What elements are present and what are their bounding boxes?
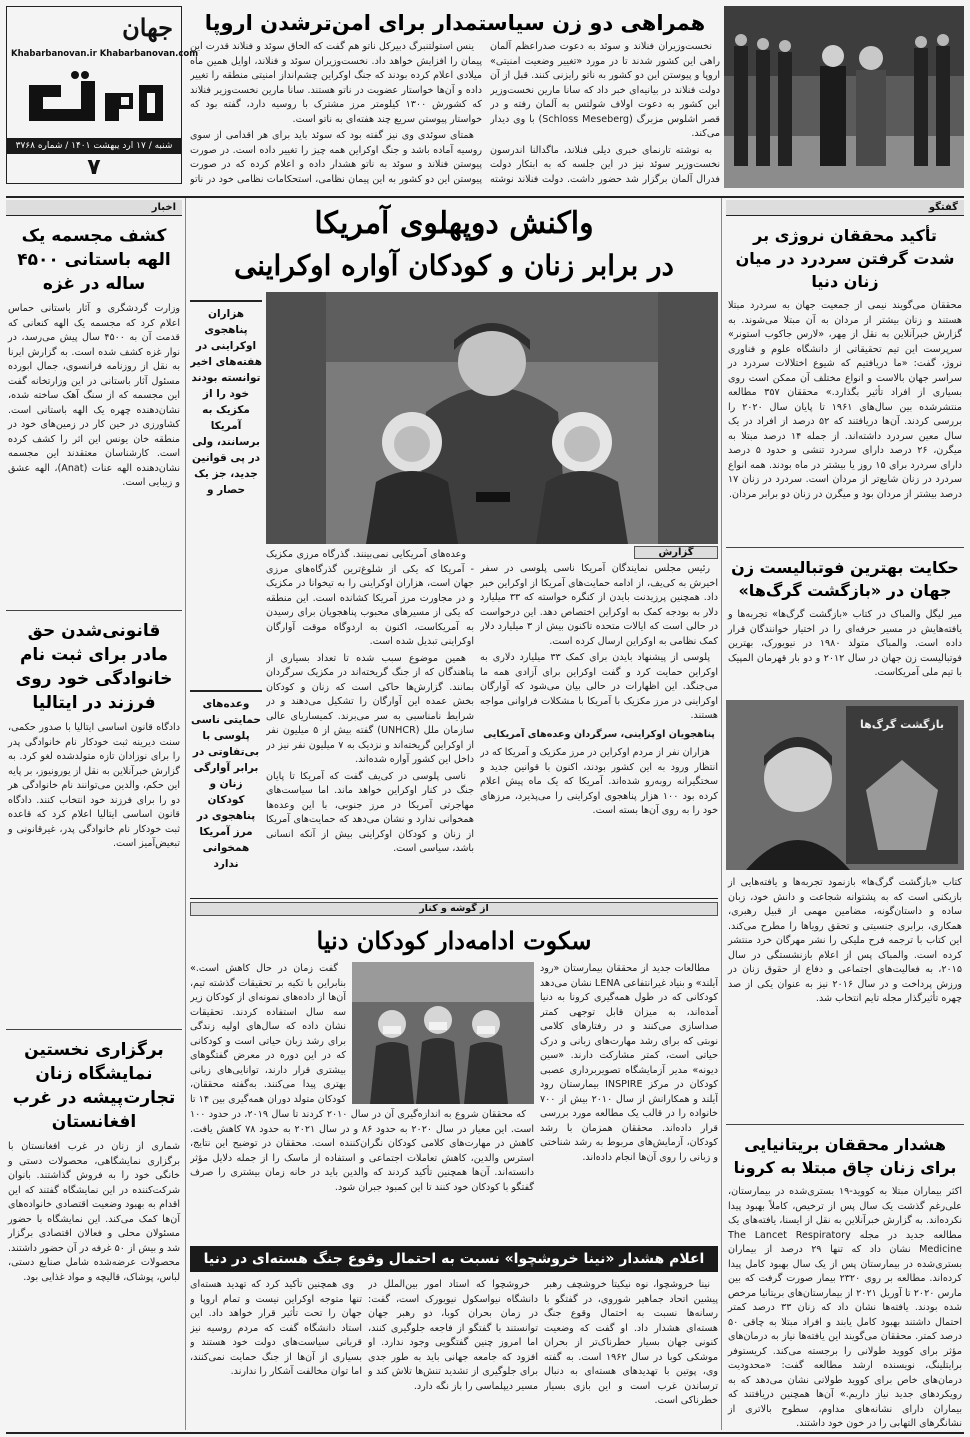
top-story-col-2 <box>190 40 482 188</box>
divider <box>726 1124 964 1125</box>
article-body: محققان می‌گویند نیمی از جمعیت جهان به سردرد مبتلا هستند و زنان بیشتر از مردان به آن مبتلا می‌شوند. به گزارش خبرآنلاین به نقل از مِهر، «لارس جاکوب استونر» سرپرست این تیم تحقیقاتی از دانشگاه علوم و فناوری نروژ، گفت: «ما دریافتیم که شیوع اختلالات سردرد در سراسر جهان بالاست و انواع مختلف آن ممکن است روی بسیاری از افراد تأثیر بگذارد.» محققان ۳۵۷ مطالعه منتشرشده بین سال‌های ۱۹۶۱ تا پایان سال ۲۰۲۰ را بررسی کردند. آن‌ها دریافتند که ۵۲ درصد از افراد در یک سال معین سردرد داشته‌اند. از جمله ۱۴ درصد مبتلا به میگرن، ۲۶ درصد دارای سردرد تنشی و حدود ۵ درصد دارای سردرد برای ۱۵ روز یا بیشتر در ماه بودند. همه انواع سردرد در زنان شایع‌تر از مردان است. سردرد در زنان ۱۷ درصد بیشتر از مردان بود و میگرن در زنان دو برابر مردان. <box>728 300 962 500</box>
right-column <box>726 200 964 1430</box>
section-label <box>726 200 964 216</box>
bottom-col-1 <box>544 1278 718 1430</box>
newspaper-logo <box>21 63 171 133</box>
page-number: ۷ <box>87 155 101 180</box>
middle-headline: سکوت ادامه‌دار کودکان دنیا <box>316 926 592 955</box>
book-title: بازگشت گرگ‌ها <box>860 718 944 731</box>
bottom-headline-bar <box>190 1246 718 1272</box>
bottom-col-2 <box>368 1278 538 1430</box>
article-headline: حکایت بهترین فوتبالیست زن جهان در «بازگشت گرگ‌ها» <box>731 558 959 600</box>
section-tag-text: از گوشه و کنار <box>419 903 489 914</box>
column-divider <box>721 198 722 1430</box>
bottom-headline: اعلام هشدار «نینا خروشچوا» نسبت به احتمال وقوع جنگ هسته‌ای در دنیا <box>203 1251 705 1267</box>
news-column <box>6 200 182 1430</box>
news-headline: برگزاری نخستین نمایشگاه زنان تجارت‌پیشه در غرب افغانستان <box>12 1040 176 1132</box>
lead-subhead: پناهجویان اوکراینی، سرگردان وعده‌های آمریکایی <box>483 728 715 740</box>
top-story-paragraph: ینس استولتنبرگ دبیرکل ناتو هم گفت که الحاق سوئد و فنلاند قدرت این پیمان را افزایش خواهد داد. نخست‌وزیران سوئد و فنلاند، اوایل همین ماه میلادی اعلام کرده بودند که جنگ اوکراین چشم‌انداز امنیتی منطقه را تغییر داده و آن‌ها خواستار عضویت در ناتو هستند. سانا مارین نخست‌وزیر فنلاند که کشورش ۱۳۰۰ کیلومتر مرز مشترک با روسیه دارد، گفته بود که خواستار پیوستن سریع چند هفته‌ای به ناتو است. <box>190 41 482 125</box>
lead-paragraph: همین موضوع سبب شده تا تعداد بسیاری از پناهندگان که از جنگ گریخته‌اند در مکزیک سرگردان بمانند. گزارش‌ها حاکی است که زنان و کودکان بخش عمده این آوارگان را تشکیل می‌دهند و در شرایط نامناسبی به سر می‌برند. کمیساریای عالی سازمان ملل (UNHCR) گفته بیش از ۵ میلیون نفر از اوکراین گریخته‌اند و نزدیک به ۷ میلیون نفر نیز در داخل این کشور آواره شده‌اند. <box>266 652 474 765</box>
logo-mark-icon <box>21 63 171 133</box>
politicians-photo-icon <box>724 6 964 188</box>
article-body: اکثر بیماران مبتلا به کووید-۱۹ بستری‌شده در بیمارستان، علی‌رغم گذشت یک سال پس از ترخیص، کاملاً بهبود پیدا نکرده‌اند. به گزارش خبرآنلاین به نقل از ایسنا، یافته‌های یک مطالعه جدید در مجله The Lancet Respiratory Medicine نشان داد که تنها ۲۹ درصد از بیماران بستری‌شده در بیمارستان پس از یک سال بهبود کامل پیدا کرده‌اند. مطالعه بر روی ۲۳۲۰ بیمار صورت گرفت که بین مارس ۲۰۲۰ تا آوریل ۲۰۲۱ از بیمارستان‌های بریتانیا مرخص شده بودند. یافته‌ها نشان داد که زنان ۳۳ درصد کمتر احتمال داشتند بهبود کامل یابند و افراد مبتلا به چاقی ۵۰ درصد کمتر. محققان می‌گویند این یافته‌ها نیاز به درمان‌های مؤثر برای کووید طولانی را برجسته می‌کند. کریستوفر برایتلینگ، نویسنده ارشد مطالعه گفت: «محدودیت درمان‌های خاص برای کووید طولانی نشان می‌دهد که به رویکردهای جدید نیاز داریم.» آن‌ها همچنین دریافتند که بیماران دارای نشانه‌های مداوم، سطوح بالاتری از نشانگرهای التهابی را در خون خود داشتند. <box>728 1186 962 1429</box>
lead-headline-1: واکنش دوپهلوی آمریکا <box>314 206 594 241</box>
article-headline: هشدار محققان بریتانیایی برای زنان چاق مبتلا به کرونا <box>733 1135 957 1177</box>
section-label-text: گفتگو <box>928 202 958 213</box>
bottom-paragraph: خروشچوا که استاد امور بین‌الملل در دانشگاه نیواسکول نیویورک است، گفت: در زمان بحران کوبا، دو رهبر جهان توانستند با گفتگو از فاجعه جلوگیری کنند، اما امروز چنین گفتگویی وجود ندارد. او افزود که جامعه جهانی باید به طور جدی برای جلوگیری از تشدید تنش‌ها تلاش کند و مسیر دیپلماسی را باز نگه دارد. <box>368 1279 538 1392</box>
top-story-photo <box>724 6 964 188</box>
news-body: وزارت گردشگری و آثار باستانی حماس اعلام کرد که مجسمه یک الهه کنعانی که قدمت آن به ۴۵۰۰ سال پیش می‌رسد، در نوار غزه کشف شده است. به گزارش ایرنا به نقل از روزنامه فرانسوی، جمال ابورده مسئول آثار باستانی در این وزارتخانه گفت این مجسمه که از سنگ آهک ساخته شده، نشان‌دهنده چهره یک الهه باستانی است. کشاورزی در حین کار در زمین‌های خود در منطقه خان یونس این اثر را کشف کرده است. کارشناسان معتقدند این مجسمه نشان‌دهنده الهه عنات (Anat)، الهه عشق و زیبایی است. <box>8 303 180 488</box>
lead-paragraph: هزاران نفر از مردم اوکراین در مرز مکزیک و آمریکا که در انتظار ورود به این کشور بودند، اکنون با قوانین جدید و سختگیرانه روبه‌رو شده‌اند. آمریکا که یک ماه پیش اعلام کرده بود ۱۰۰ هزار پناهجوی اوکراینی را می‌پذیرد، مرزهای خود را به روی آن‌ها بسته است. <box>480 747 718 816</box>
page-bottom-rule <box>6 1432 964 1434</box>
divider <box>6 196 964 198</box>
top-story-paragraph: همتای سوئدی وی نیز گفته بود که سوئد باید برای هر اقدامی از سوی روسیه آماده باشد و جنگ اوکراین همه چیز را تغییر داده است. در صورت پیوستن فنلاند و سوئد به ناتو هشدار داده و اعلام کرده که در صورت پیوستن این دو کشور به این پیمان نظامی، استحکامات نظامی خود در ناتو <box>190 130 482 185</box>
pull-quote-2: وعده‌های حمایتی ناسی پلوسی با بی‌تفاوتی در برابر آوارگی زنان و کودکان پناهجوی در مرز آمریکا همخوانی ندارد <box>190 690 262 890</box>
section-label <box>6 200 182 216</box>
news-headline: کشف مجسمه یک الهه باستانی ۴۵۰۰ ساله در غزه <box>17 226 171 294</box>
masked-children-photo-icon <box>352 962 534 1104</box>
lead-col-2 <box>266 548 474 892</box>
lead-paragraph: وعده‌های آمریکایی نمی‌بینند. گذرگاه مرزی مکزیک - آمریکا که یکی از شلوغ‌ترین گذرگاه‌های مرزی جهان است، هزاران اوکراینی را به تیخوانا در مکزیک و در مجاورت مرز آمریکا کشانده است. این منطقه که یکی از مسیرهای محبوب پناهجویان برای رسیدن به آمریکاست، اکنون به اردوگاه موقت آوارگان اوکراینی تبدیل شده است. <box>266 549 474 647</box>
lead-paragraph: ناسی پلوسی در کی‌یف گفت که آمریکا تا پایان جنگ در کنار اوکراین خواهد ماند. اما سیاست‌های مهاجرتی آمریکا در مرز جنوبی، با این وعده‌ها همخوانی ندارد و نشان می‌دهد که حمایت‌های آمریکا از زنان و کودکان اوکراینی بیش از آنکه انسانی باشد، سیاسی است. <box>266 770 474 854</box>
middle-col-1 <box>540 962 718 1240</box>
top-story-col-1 <box>490 40 720 188</box>
article-body: کتاب «بازگشت گرگ‌ها» بازنمود تجربه‌ها و یافته‌هایی از بازیکنی است که به پشتوانه شجاعت و دانش خود، زبان ساده و داستان‌گونه، مضامین مهمی از قبیل رهبری، همکاری، برابری جنسیتی و تحقق رویاها را مطرح می‌کند. این کتاب با ترجمه فرح ملیکی را نشر مهرگان خرد منتشر کرده است. والمباک پس از اعلام بازنشستگی در سال ۲۰۱۵، به فعالیت‌های اجتماعی و دفاع از حقوق زنان در ورزش پرداخت و در سال ۲۰۱۶ نیز به عنوان یکی از صد چهره تأثیرگذار مجله تایم انتخاب شد. <box>728 877 962 1004</box>
news-headline: قانونی‌شدن حق مادر برای ثبت نام خانوادگی خود روی فرزند در ایتالیا <box>15 621 173 713</box>
section-label-text: اخبار <box>151 202 176 213</box>
lead-col-1 <box>480 562 718 892</box>
site-urls: Khabarbanovan.ir Khabarbanovan.com <box>11 49 199 59</box>
news-body: دادگاه قانون اساسی ایتالیا با صدور حکمی، سنت دیرینه ثبت خودکار نام خانوادگی پدر را برای نوزادان تازه متولدشده لغو کرد. به گزارش خبرآنلاین به نقل از یورونیوز، بر پایه این حکم، والدین می‌توانند نام خانوادگی هر دو را برای فرزند خود انتخاب کنند. دادگاه قانون اساسی ایتالیا اعلام کرد که قاعده ثبت خودکار نام خانوادگی پدر، غیرقانونی و تبعیض‌آمیز است. <box>8 722 180 849</box>
middle-col-3 <box>190 1108 534 1240</box>
pull-quote: هزاران پناهجوی اوکراینی در هفته‌های اخیر توانسته بودند خود را از مکزیک به آمریکا برسانند، ولی در پی قوانین جدید، جز یک حصار و <box>190 300 262 496</box>
article-body: میر لیگل والمباک در کتاب «بازگشت گرگ‌ها» تجربه‌ها و یافته‌هایش در مسیر حرفه‌ای را در اختیار خوانندگان قرار داده است. والمباک متولد ۱۹۸۰ در نیویورک، بهترین فوتبالیست زن جهان در سال ۲۰۱۲ و دو بار قهرمان المپیک با تیم ملی آمریکاست. <box>728 609 962 678</box>
top-story-paragraph: به نوشته تارنمای خبری دیلی فنلاند، ماگدالنا اندرسون نخست‌وزیر سوئد نیز در این جلسه که به ابتکار دولت فدرال آلمان برگزار شد حضور داشت. دولت فنلاند نوشته <box>490 144 720 185</box>
bottom-col-3 <box>190 1278 362 1430</box>
bottom-paragraph: نینا خروشچوا، نوه نیکیتا خروشچف رهبر پیشین اتحاد جماهیر شوروی، در گفتگو با رسانه‌ها نسبت به احتمال وقوع جنگ هسته‌ای هشدار داد. او گفت که وضعیت کنونی جهان بسیار خطرناک‌تر از بحران موشکی کوبا در سال ۱۹۶۲ است. به گفته وی، پوتین با تهدیدهای هسته‌ای به دنبال ترساندن غرب است و این بازی بسیار خطرناکی است. <box>544 1279 718 1406</box>
issue-date: شنبه / ۱۷ ارد یبهشت ۱۴۰۱ / شماره ۳۷۶۸ <box>15 141 173 151</box>
masthead <box>6 6 199 184</box>
divider <box>6 1029 182 1030</box>
book-photo <box>726 700 964 870</box>
refugees-photo <box>266 292 718 544</box>
divider <box>726 547 964 548</box>
middle-col-2 <box>190 962 346 1104</box>
children-photo <box>352 962 534 1104</box>
divider <box>190 898 718 899</box>
lead-paragraph: پلوسی از پیشنهاد بایدن برای کمک ۳۳ میلیارد دلاری به اوکراین حمایت کرد و گفت اوکراین برای آزادی همه ما می‌جنگد. این اظهارات در حالی بیان می‌شود که آوارگان اوکراینی در مرز مکزیک با آمریکا با مشکلات فراوانی مواجه هستند. <box>480 652 718 721</box>
middle-paragraph: مطالعات جدید از محققان بیمارستان «رود آیلند» و بنیاد غیرانتفاعی LENA نشان می‌دهد کودکانی که در طول همه‌گیری کرونا به دنیا آمده‌اند، به میزان قابل توجهی کمتر صداسازی می‌کنند و در رفتارهای کلامی نوبتی که برای رشد مهارت‌های زبانی و درک حیاتی است، کمتر مشارکت دارند. «سین دیونه» مدیر آزمایشگاه تصویربرداری عصبی کودکان در مرکز INSPIRE بیمارستان رود آیلند و همکارانش از سال ۲۰۱۰ بیش از ۷۰۰ خانواده را در قالب یک مطالعه مورد بررسی قرار داده‌اند. محققان همزمان با رشد کودکان، آزمایش‌های مربوط به رشد شناختی و زبانی را روی آن‌ها انجام داده‌اند. <box>540 963 718 1163</box>
visually-hidden-logo-text: خبر <box>107 125 119 134</box>
column-divider <box>185 198 186 1430</box>
section-tag <box>634 546 718 559</box>
section-title: جهان <box>122 13 173 42</box>
divider <box>6 610 182 611</box>
top-story-headline: همراهی دو زن سیاستمدار برای امن‌ترشدن اروپا <box>204 11 706 35</box>
top-story-paragraph: نخست‌وزیران فنلاند و سوئد به دعوت صدراعظم آلمان راهی این کشور شدند تا در مورد «تغییر وضعیت امنیتی» اروپا و پیوستن این دو کشور به ناتو رایزنی کنند. قبل از آن دولت فنلاند در بیانیه‌ای خبر داد که سانا مارین نخست‌وزیر این کشور به دعوت اولاف شولتس به آلمان رفته و در قصر اشلوس مزبرگ (Schloss Meseberg) با وی دیدار می‌کند. <box>490 41 720 139</box>
date-line <box>7 138 181 154</box>
news-body: شماری از زنان در غرب افغانستان با برگزاری نمایشگاهی، محصولات دستی و خانگی خود را به فروش گذاشتند. بانوان شرکت‌کننده در این نمایشگاه گفتند که این اقدام به بهبود وضعیت اقتصادی خانواده‌های آن‌ها کمک می‌کند. این نمایشگاه با حضور مسئولان محلی و فعالان اقتصادی برگزار شد و بیش از ۵۰ غرفه در آن حضور داشتند. محصولات عرضه‌شده شامل صنایع دستی، لباس، پوشاک، قالیچه و مواد غذایی بود. <box>8 1141 180 1283</box>
middle-paragraph: که محققان شروع به اندازه‌گیری آن در سال ۲۰۱۰ کردند تا سال ۲۰۱۹، در حدود ۱۰۰ است. این معیار در سال ۲۰۲۰ به حدود ۸۶ و در سال ۲۰۲۱ به حدود ۷۸ کاهش یافت. کاهش در مهارت‌های کلامی کودکان نگران‌کننده است. محققان در توضیح این نتایج، استرس والدین، کاهش تعاملات اجتماعی و استفاده از ماسک را از جمله دلایل مؤثر دانسته‌اند. آن‌ها همچنین تأکید کردند که والدین باید در خانه زمان بیشتری را صرف گفتگو با کودکان خود کنند تا این کمبود جبران شود. <box>190 1109 534 1193</box>
bottom-paragraph: وی همچنین تأکید کرد که تهدید هسته‌ای تنها متوجه اوکراین نیست و تمام اروپا و جهان را تحت تأثیر قرار خواهد داد. این استاد دانشگاه گفت که مردم روسیه نیز قربانی سیاست‌های دولت خود هستند و بسیاری از آن‌ها از جنگ حمایت نمی‌کنند، اما توان مخالفت آشکار را ندارند. <box>190 1279 362 1377</box>
section-tag <box>190 902 718 916</box>
section-tag-text: گزارش <box>658 547 694 558</box>
lead-paragraph: رئیس مجلس نمایندگان آمریکا ناسی پلوسی در سفر اخیرش به کی‌یف، از ادامه حمایت‌های آمریکا از اوکراین خبر داد. همچنین پرزیدنت بایدن از کنگره خواسته که ۳۳ میلیارد دلار به بودجه کمک به اوکراین اختصاص دهد. این درخواست در حالی است که ایالات متحده تاکنون بیش از ۳ میلیارد دلار کمک نظامی به اوکراین ارسال کرده است. <box>480 563 718 647</box>
lead-headline-2: در برابر زنان و کودکان آواره اوکراینی <box>233 249 675 282</box>
article-headline: تأکید محققان نروژی بر شدت گرفتن سردرد در میان زنان دنیا <box>735 226 955 291</box>
middle-paragraph: گفت زمان در حال کاهش است.» بنابراین با تکیه بر تحقیقات گذشته تیم، آن‌ها از داده‌های نمونه‌ای از کودکان زیر سه سال استفاده کردند. تحقیقات نشان داده که سال‌های اولیه زندگی برای رشد زبان حیاتی است و کودکانی که در این دوره در معرض گفتگوهای بیشتری قرار دارند، توانایی‌های زبانی بهتری پیدا می‌کنند. به‌گفته محققان، کودکان متولد دوران همه‌گیری بین ۱۴ تا <box>190 963 346 1104</box>
mother-children-photo-icon <box>266 292 718 544</box>
